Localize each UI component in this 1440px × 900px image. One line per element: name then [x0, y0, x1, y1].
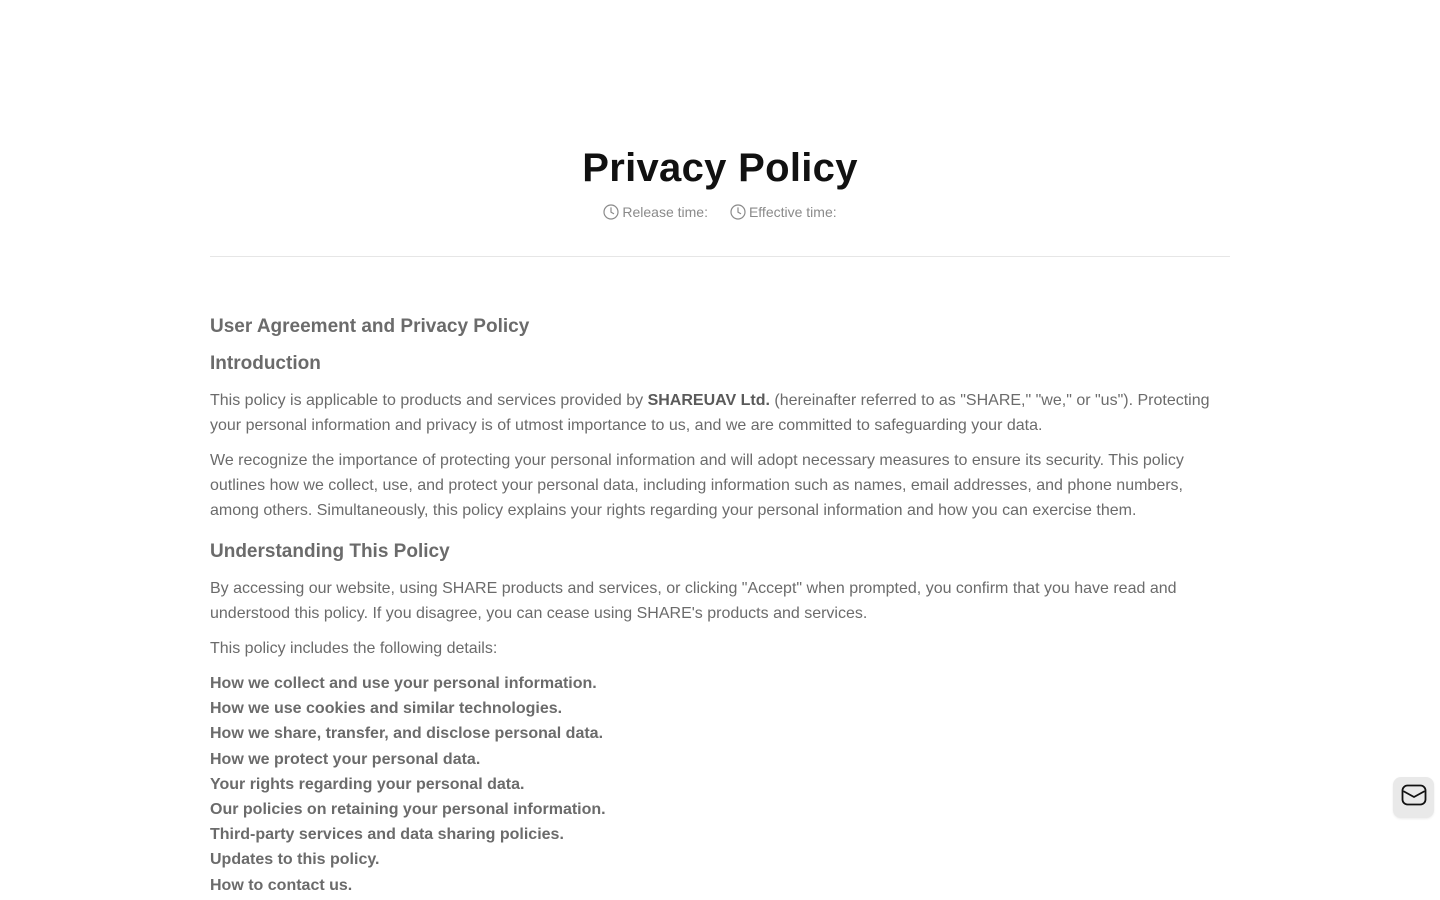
understanding-paragraph-1: By accessing our website, using SHARE products and services, or clicking "Accept" when prompted, you confirm that you have read and understood this policy. If you disagree, you can cease using SHARE's products and services.	[210, 580, 1177, 622]
understanding-paragraph-2: This policy includes the following details:	[210, 640, 498, 657]
release-time	[603, 202, 708, 222]
heading-introduction: Introduction	[210, 353, 321, 374]
header-divider	[210, 256, 1230, 257]
intro-paragraph-2: We recognize the importance of protecting your personal information and will adopt necessary measures to ensure its security. This policy outlines how we collect, use, and protect your personal data, including information such as names, email addresses, and phone numbers, among others. Simultaneously, this policy explains your rights regarding your personal information and how you can exercise them.	[210, 452, 1184, 519]
effective-time	[730, 202, 837, 222]
contact-mail-button[interactable]	[1393, 777, 1434, 818]
publish-meta	[210, 202, 1230, 222]
mail-icon	[1401, 784, 1427, 811]
list-item: How we collect and use your personal information.	[210, 675, 597, 692]
heading-understanding: Understanding This Policy	[210, 541, 450, 562]
company-name: SHAREUAV Ltd.	[647, 392, 770, 409]
list-item: How to contact us.	[210, 876, 353, 894]
clock-icon	[603, 204, 619, 220]
intro-paragraph-1	[210, 388, 1210, 438]
list-item: How we protect your personal data.	[210, 750, 481, 768]
page-title: Privacy Policy	[582, 146, 858, 190]
policy-contents-list	[210, 671, 1210, 898]
list-item: How we use cookies and similar technologies.	[210, 700, 563, 718]
page-header	[210, 140, 1230, 222]
list-item: Updates to this policy.	[210, 851, 380, 869]
list-item: How we share, transfer, and disclose personal data.	[210, 725, 604, 743]
release-time-label: Release time:	[622, 204, 708, 220]
policy-content	[210, 314, 1210, 898]
list-item: Your rights regarding your personal data.	[210, 775, 525, 793]
clock-icon	[730, 204, 746, 220]
list-item: Third-party services and data sharing policies.	[210, 826, 564, 844]
heading-user-agreement: User Agreement and Privacy Policy	[210, 316, 530, 337]
effective-time-label: Effective time:	[748, 204, 837, 220]
list-item: Our policies on retaining your personal information.	[210, 801, 606, 819]
intro-text-before: This policy is applicable to products and services provided by	[210, 392, 648, 409]
intro-text-after: (hereinafter referred to as "SHARE," "we," or "us"). Protecting your personal information and privacy is of utmost importance to us, and we are committed to safeguarding your data.	[210, 392, 1210, 434]
